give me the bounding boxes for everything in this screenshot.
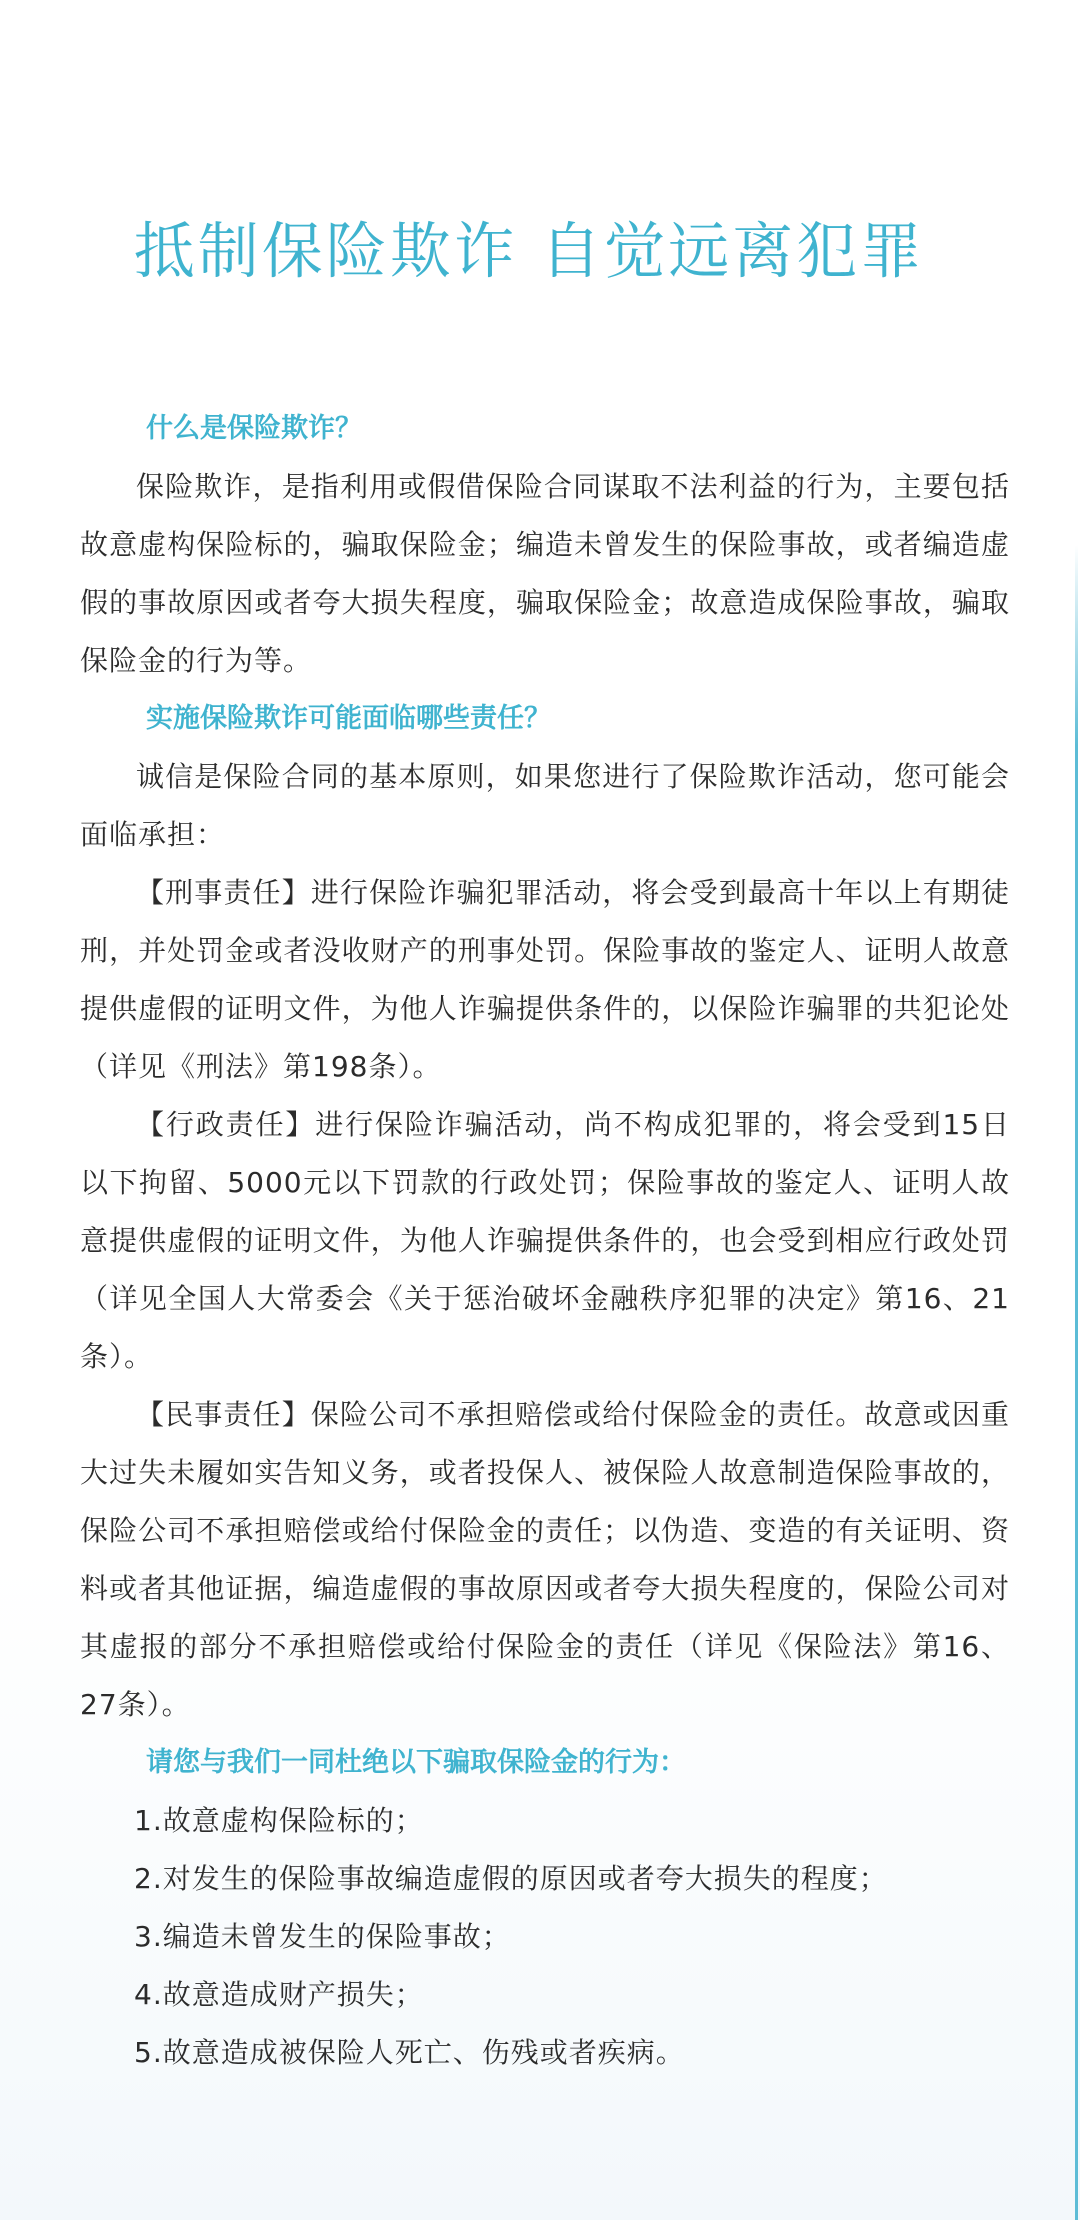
paragraph: 诚信是保险合同的基本原则，如果您进行了保险欺诈活动，您可能会面临承担： <box>80 760 1010 851</box>
prohibited-acts-list <box>80 1792 1010 2082</box>
paragraph-civil-liability: 【民事责任】保险公司不承担赔偿或给付保险金的责任。故意或因重大过失未履如实告知义务，或者投保人、被保险人故意制造保险事故的，保险公司不承担赔偿或给付保险金的责任；以伪造、变造的有关证明、资料或者其他证据，编造虚假的事故原因或者夸大损失程度的，保险公司对其虚报的部分不承担赔偿或给付保险金的责任（详见《保险法》第16、27条）。 <box>80 1398 1010 1721</box>
article-body <box>80 400 1010 2082</box>
section-liabilities <box>80 690 1010 1734</box>
list-item: 4.故意造成财产损失； <box>134 1978 424 2011</box>
section-prohibited-acts <box>80 1734 1010 2082</box>
section-heading: 请您与我们一同杜绝以下骗取保险金的行为： <box>146 1747 686 1778</box>
section-what-is-fraud <box>80 400 1010 690</box>
section-heading: 实施保险欺诈可能面临哪些责任？ <box>146 703 551 734</box>
list-item: 2.对发生的保险事故编造虚假的原因或者夸大损失的程度； <box>134 1862 888 1895</box>
paragraph-criminal-liability: 【刑事责任】进行保险诈骗犯罪活动，将会受到最高十年以上有期徒刑，并处罚金或者没收财产的刑事处罚。保险事故的鉴定人、证明人故意提供虚假的证明文件，为他人诈骗提供条件的，以保险诈骗罪的共犯论处（详见《刑法》第198条）。 <box>80 876 1010 1083</box>
right-edge-rule <box>1075 545 1078 2220</box>
list-item: 5.故意造成被保险人死亡、伤残或者疾病。 <box>134 2036 685 2069</box>
paragraph-administrative-liability: 【行政责任】进行保险诈骗活动，尚不构成犯罪的，将会受到15日以下拘留、5000元以下罚款的行政处罚；保险事故的鉴定人、证明人故意提供虚假的证明文件，为他人诈骗提供条件的，也会受到相应行政处罚（详见全国人大常委会《关于惩治破坏金融秩序犯罪的决定》第16、21条）。 <box>80 1108 1010 1373</box>
section-heading: 什么是保险欺诈？ <box>146 413 362 444</box>
page-title: 抵制保险欺诈 自觉远离犯罪 <box>133 216 925 287</box>
list-item: 3.编造未曾发生的保险事故； <box>134 1920 511 1953</box>
paragraph: 保险欺诈，是指利用或假借保险合同谋取不法利益的行为，主要包括故意虚构保险标的，骗取保险金；编造未曾发生的保险事故，或者编造虚假的事故原因或者夸大损失程度，骗取保险金；故意造成保险事故，骗取保险金的行为等。 <box>80 470 1010 677</box>
list-item: 1.故意虚构保险标的； <box>134 1804 424 1837</box>
